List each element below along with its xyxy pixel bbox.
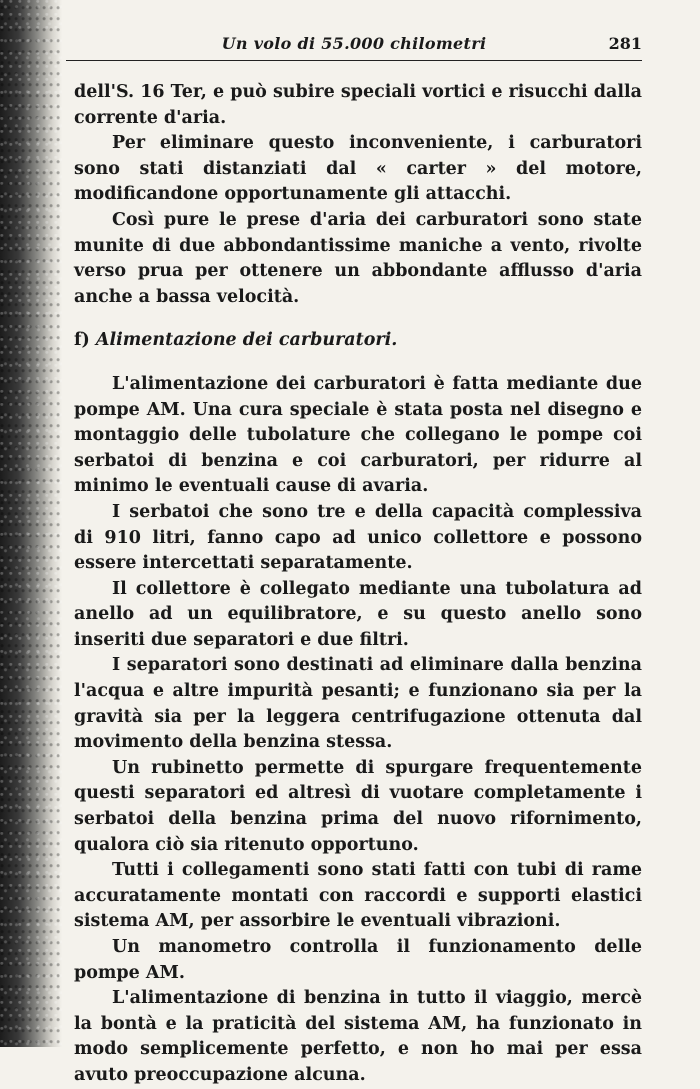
- paragraph: L'alimentazione di benzina in tutto il viaggio, mercè la bontà e la praticità del sistema AM, ha funzionato in modo semplicemente perfetto, e non ho mai per essa avuto preoccupazione alcuna.: [74, 988, 642, 1085]
- paragraph: Tutti i collegamenti sono stati fatti con tubi di rame accuratamente montati con raccordi e supporti elastici sistema AM, per assorbire le eventuali vibrazioni.: [74, 860, 642, 932]
- spine-texture: [0, 0, 62, 1047]
- page-body: [74, 80, 642, 1089]
- paragraph: I serbatoi che sono tre e della capacità complessiva di 910 litri, fanno capo ad unico collettore e possono essere intercettati separatamente.: [74, 501, 642, 574]
- paragraph: Così pure le prese d'aria dei carburatori sono state munite di due abbondantissime maniche a vento, rivolte verso prua per ottenere un abbondante afflusso d'aria anche a bassa velocità.: [74, 209, 642, 307]
- page-header: [66, 30, 642, 61]
- paragraph: I separatori sono destinati ad eliminare dalla benzina l'acqua e altre impurità pesanti; e funzionano sia per la gravità sia per la leggera centrifugazione ottenuta dal movimento della benzina stessa.: [74, 655, 642, 753]
- paragraph: Un manometro controlla il funzionamento delle pompe AM.: [74, 937, 642, 983]
- paragraph: Il collettore è collegato mediante una tubolatura ad anello ad un equilibratore, e su questo anello sono inseriti due separatori e due filtri.: [74, 578, 642, 650]
- section-letter: f): [74, 330, 90, 351]
- paragraph: Per eliminare questo inconveniente, i carburatori sono stati distanziati dal « carter » del motore, modificandone opportunamente gli attacchi.: [74, 133, 642, 205]
- paragraph: dell'S. 16 Ter, e può subire speciali vortici e risucchi dalla corrente d'aria.: [74, 82, 642, 128]
- paragraph: L'alimentazione dei carburatori è fatta mediante due pompe AM. Una cura speciale è stata posta nel disegno e montaggio delle tubolature che collegano le pompe coi serbatoi di benzina e coi carburatori, per ridurre al minimo le eventuali cause di avaria.: [74, 373, 642, 497]
- page-number: 281: [608, 34, 642, 53]
- paragraph: Un rubinetto permette di spurgare frequentemente questi separatori ed altresì di vuotare completamente i serbatoi della benzina prima del nuovo rifornimento, qualora ciò sia ritenuto opportuno.: [74, 757, 642, 855]
- section-title: Alimentazione dei carburatori.: [95, 330, 398, 351]
- running-title: Un volo di 55.000 chilometri: [221, 34, 487, 53]
- section-heading: [74, 328, 642, 354]
